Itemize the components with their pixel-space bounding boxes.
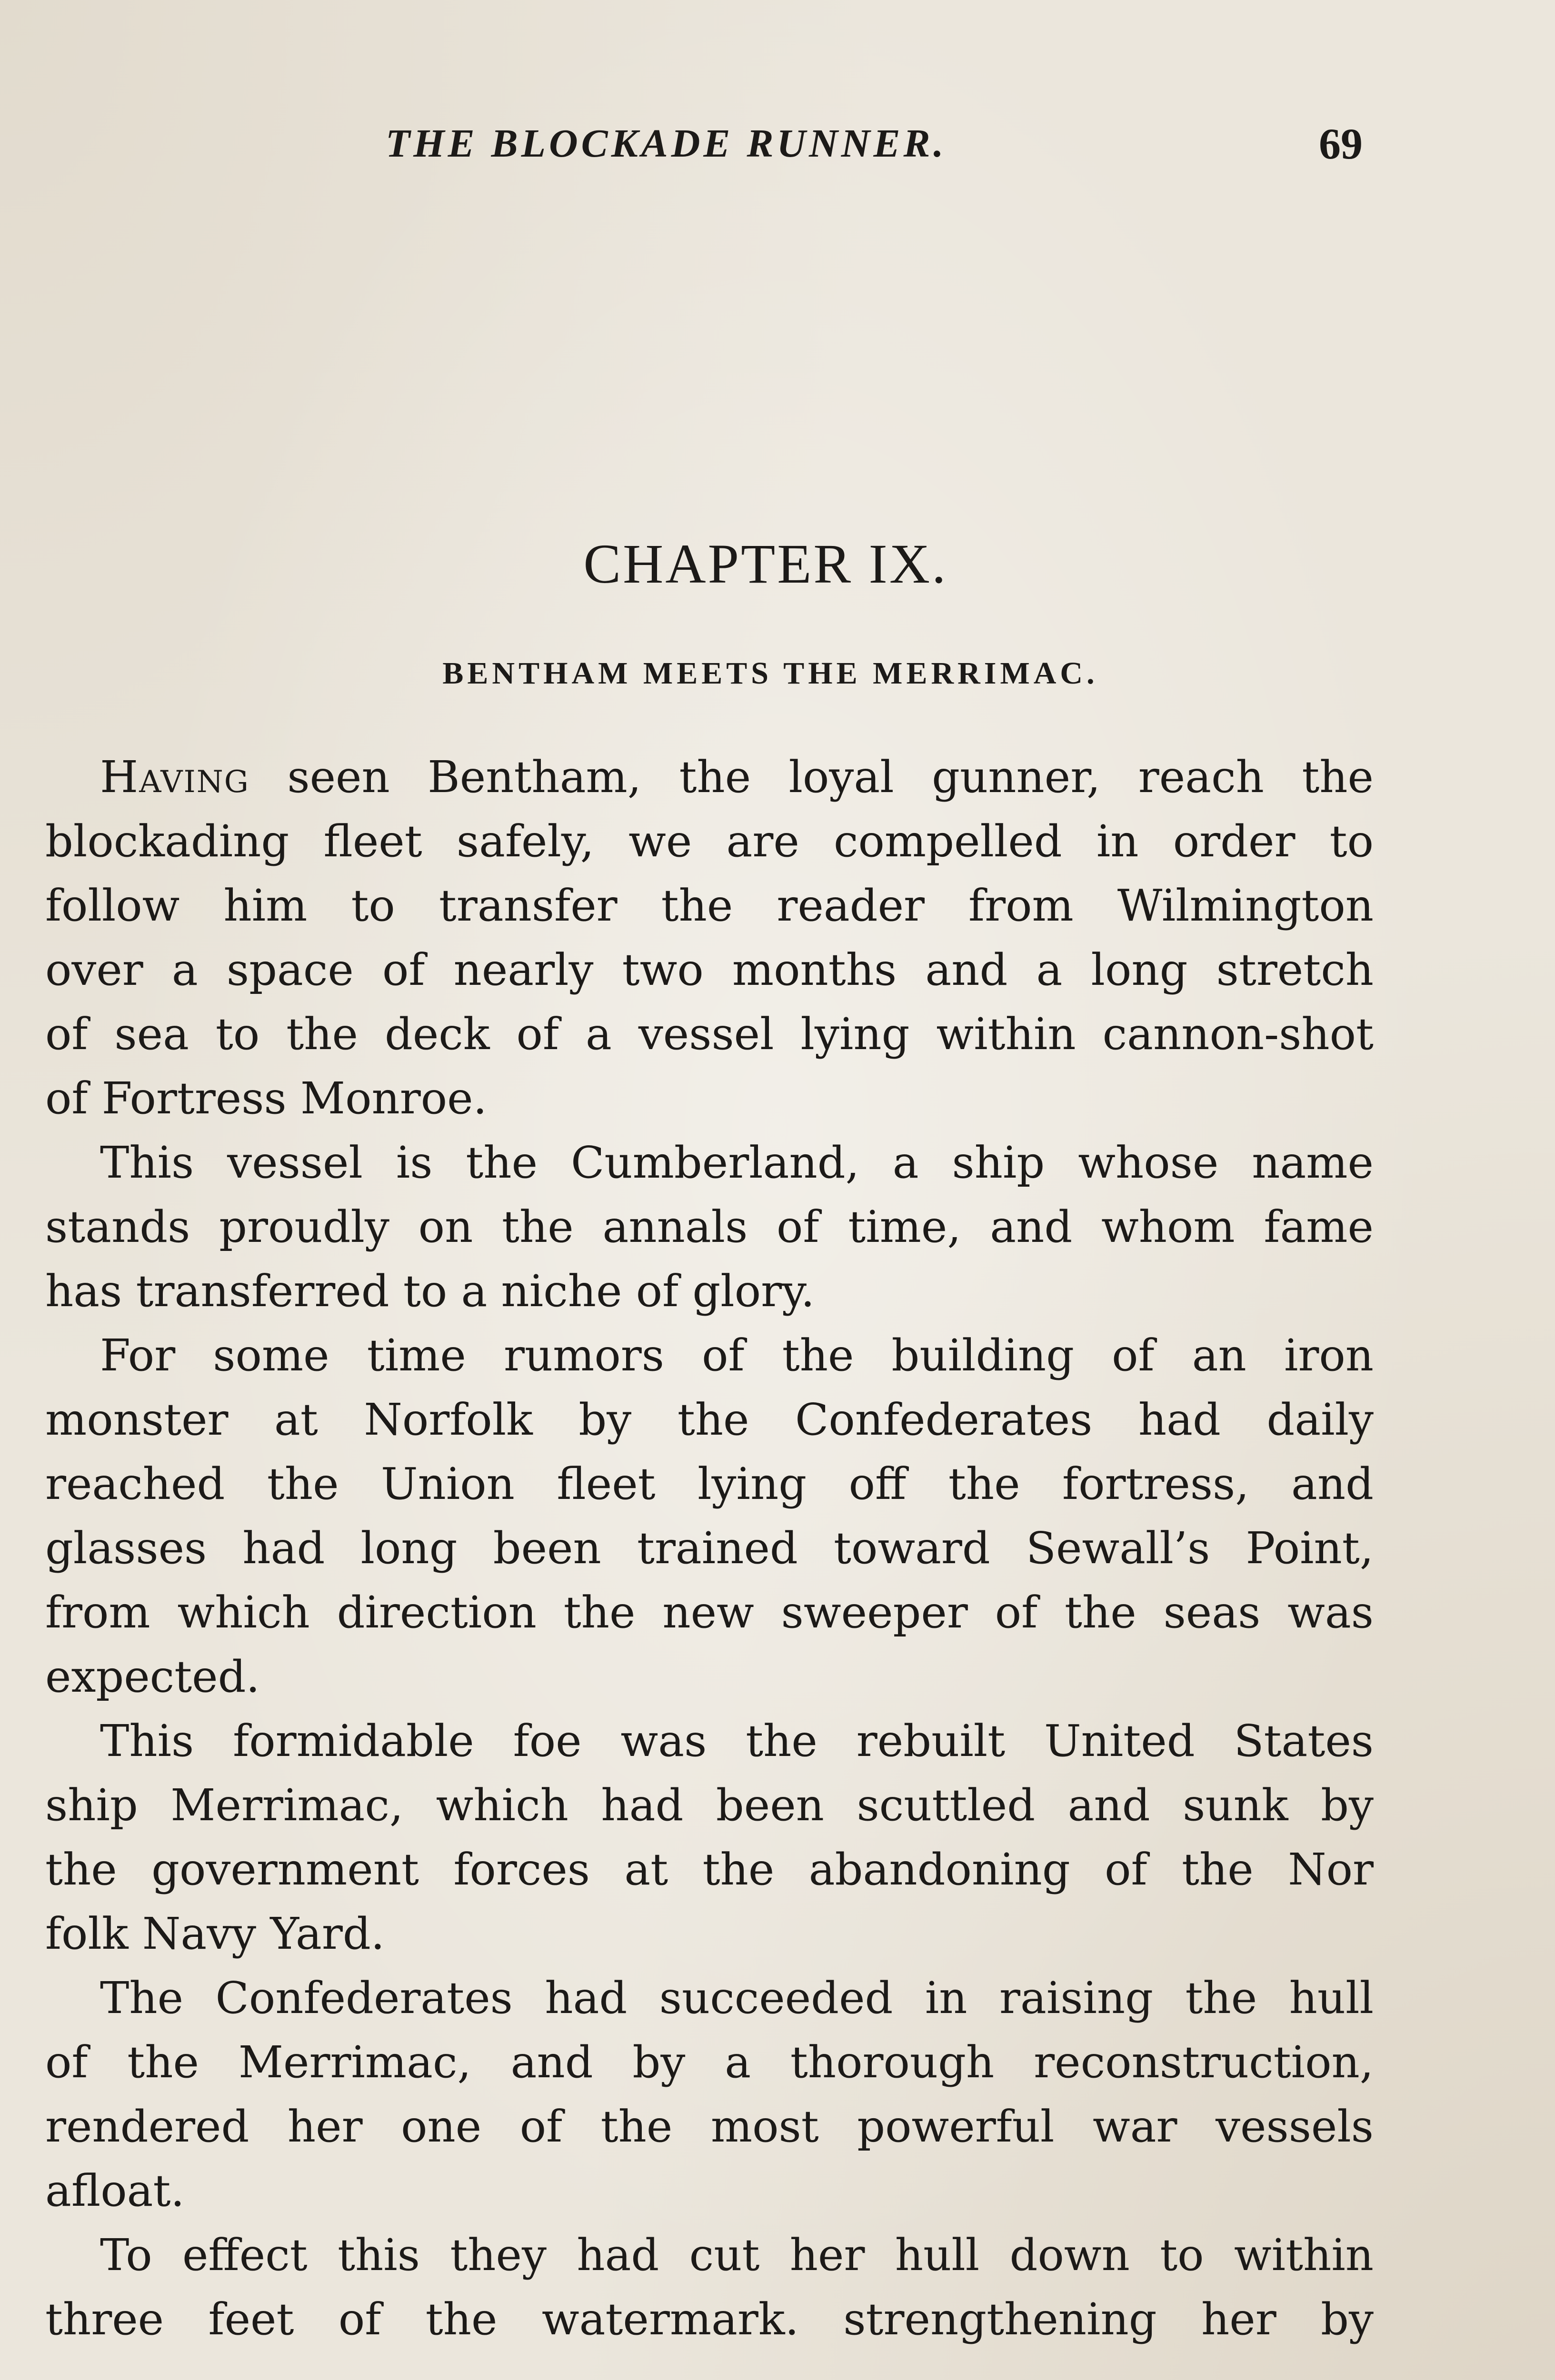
paragraph (45, 1130, 1374, 1323)
text-line: stands proudly on the annals of time, and whom fame (45, 1201, 1374, 1252)
paragraph (45, 1966, 1374, 2223)
text-line: expected. (45, 1651, 260, 1702)
text-line: The Confederates had succeeded in raising the hull (100, 1973, 1374, 2023)
text-line: reached the Union fleet lying off the fortress, and (45, 1458, 1374, 1509)
text-line: of the Merrimac, and by a thorough reconstruction, (45, 2037, 1374, 2088)
page-number: 69 (1319, 119, 1363, 168)
chapter-title: CHAPTER IX. (583, 533, 948, 595)
chapter-subtitle: BENTHAM MEETS THE MERRIMAC. (442, 656, 1098, 691)
text-line: This vessel is the Cumberland, a ship whose name (100, 1137, 1374, 1188)
text-line: blockading fleet safely, we are compelled in order to (45, 816, 1374, 867)
text-line: glasses had long been trained toward Sewall’s Point, (45, 1523, 1374, 1574)
text-line: over a space of nearly two months and a long stretch (45, 944, 1374, 995)
text-line: rendered her one of the most powerful war vessels (45, 2101, 1374, 2152)
text-line: three feet of the watermark. strengthening her by (45, 2294, 1374, 2345)
text-line: For some time rumors of the building of an iron (100, 1330, 1374, 1381)
text-line: of Fortress Monroe. (45, 1073, 487, 1124)
text-line: afloat. (45, 2165, 185, 2216)
text-line: has transferred to a niche of glory. (45, 1266, 815, 1317)
text-line: the government forces at the abandoning of the Nor (45, 1844, 1374, 1895)
running-title: THE BLOCKADE RUNNER. (386, 121, 947, 166)
text-line: monster at Norfolk by the Confederates had daily (45, 1394, 1374, 1445)
text-line: ship Merrimac, which had been scuttled and sunk by (45, 1780, 1374, 1831)
text-line-rest: seen Bentham, the loyal gunner, reach the (249, 752, 1374, 803)
text-line: To effect this they had cut her hull down to within (100, 2230, 1374, 2281)
text-line (45, 745, 1374, 809)
chapter-body (45, 745, 1374, 2351)
text-line: from which direction the new sweeper of the seas was (45, 1587, 1374, 1638)
paragraph (45, 2223, 1374, 2351)
text-line: of sea to the deck of a vessel lying within cannon-shot (45, 1009, 1374, 1060)
paragraph (45, 745, 1374, 1130)
paragraph (45, 1323, 1374, 1709)
text-line: This formidable foe was the rebuilt United States (100, 1716, 1374, 1766)
text-line: follow him to transfer the reader from Wilmington (45, 880, 1374, 931)
dropcap-word: Having (100, 752, 249, 803)
text-line: folk Navy Yard. (45, 1908, 385, 1959)
paragraph (45, 1709, 1374, 1966)
running-head (0, 110, 1555, 177)
